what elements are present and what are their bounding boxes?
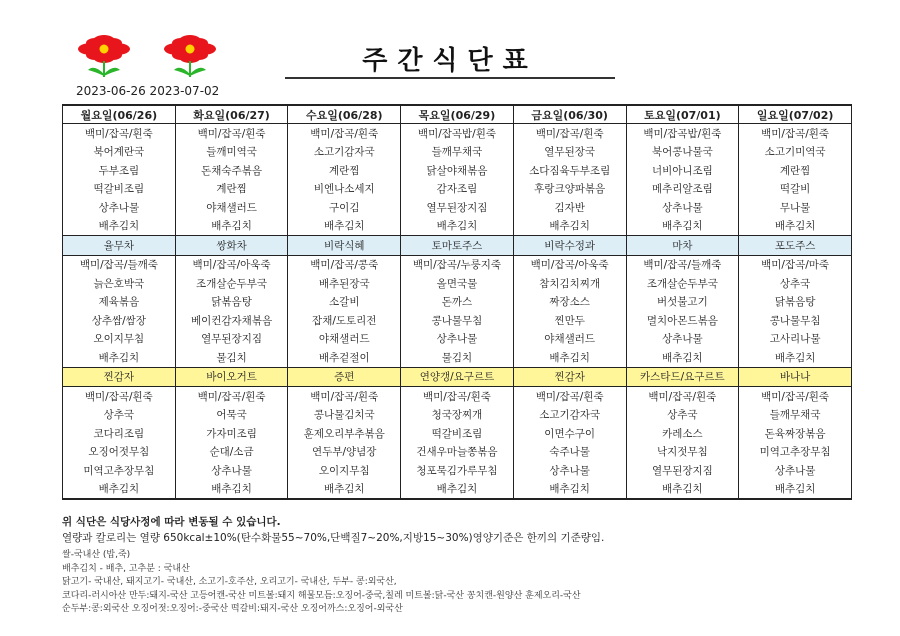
menu-cell: 비엔나소세지: [288, 180, 401, 199]
menu-cell: 돈까스: [401, 293, 514, 312]
menu-cell: 배추김치: [401, 480, 514, 500]
menu-cell: 콩나물무침: [739, 311, 852, 330]
menu-cell: 배추김치: [63, 480, 176, 500]
menu-cell: 건새우마늘쫑볶음: [401, 443, 514, 462]
menu-cell: 백미/잡곡밥/흰죽: [626, 124, 739, 143]
menu-cell: 백미/잡곡/콩죽: [288, 255, 401, 274]
menu-table: [62, 104, 852, 500]
menu-cell: 야채샐러드: [513, 330, 626, 349]
menu-cell: 백미/잡곡/흰죽: [739, 387, 852, 406]
dinner-row: [63, 443, 852, 462]
origin-line: 코다리-러시아산 만두:돼지-국산 고등어캔-국산 미트볼:돼지 해물모듬:오징어-중국,칠레 미트볼:닭-국산 꽁치캔-원양산 훈제오리-국산: [62, 590, 581, 601]
notes: [62, 514, 604, 546]
dinner-row: [63, 480, 852, 500]
menu-cell: 배추김치: [626, 480, 739, 500]
page-title: 주간식단표: [362, 46, 538, 76]
menu-cell: 이면수구이: [513, 424, 626, 443]
menu-cell: 청포묵김가루무침: [401, 461, 514, 480]
menu-cell: 상추국: [739, 274, 852, 293]
menu-cell: 낙지젓무침: [626, 443, 739, 462]
dinner-row: [63, 461, 852, 480]
menu-cell: 백미/잡곡/흰죽: [63, 387, 176, 406]
breakfast-row: [63, 124, 852, 143]
menu-cell: 떡갈비: [739, 180, 852, 199]
menu-cell: 카레소스: [626, 424, 739, 443]
menu-cell: 청국장찌개: [401, 406, 514, 425]
menu-cell: 짜장소스: [513, 293, 626, 312]
lunch-row: [63, 255, 852, 274]
menu-cell: 백미/잡곡/흰죽: [175, 124, 288, 143]
menu-cell: 김자반: [513, 198, 626, 217]
menu-cell: 찐만두: [513, 311, 626, 330]
drinks-cell: 율무차: [63, 236, 176, 256]
menu-cell: 너비아니조림: [626, 161, 739, 180]
menu-cell: 백미/잡곡/흰죽: [175, 387, 288, 406]
drinks-cell: 토마토주스: [401, 236, 514, 256]
day-header: 토요일(07/01): [626, 105, 739, 124]
menu-cell: 배추김치: [739, 348, 852, 367]
menu-cell: 배추김치: [401, 217, 514, 236]
menu-cell: 오이지무침: [288, 461, 401, 480]
menu-cell: 배추김치: [739, 480, 852, 500]
menu-cell: 상추나물: [63, 198, 176, 217]
menu-body: [63, 124, 852, 500]
day-header: 금요일(06/30): [513, 105, 626, 124]
menu-cell: 감자조림: [401, 180, 514, 199]
drinks-cell: 비락식혜: [288, 236, 401, 256]
menu-cell: 배추김치: [626, 217, 739, 236]
drinks-cell: 쌍화차: [175, 236, 288, 256]
menu-cell: 두부조림: [63, 161, 176, 180]
origin-line: 배추김치 - 배추, 고추분 : 국내산: [62, 563, 190, 574]
menu-cell: 들깨무채국: [401, 143, 514, 162]
lunch-row: [63, 311, 852, 330]
menu-cell: 어묵국: [175, 406, 288, 425]
menu-cell: 계란찜: [739, 161, 852, 180]
menu-cell: 북어계란국: [63, 143, 176, 162]
menu-cell: 상추나물: [175, 461, 288, 480]
menu-cell: 북어콩나물국: [626, 143, 739, 162]
menu-cell: 백미/잡곡/흰죽: [288, 387, 401, 406]
menu-cell: 소갈비: [288, 293, 401, 312]
menu-cell: 배추김치: [63, 217, 176, 236]
day-header: 화요일(06/27): [175, 105, 288, 124]
notes-nutrition: 열량과 칼로리는 열량 650kcal±10%(탄수화물55~70%,단백질7~20%,지방15~30%)영양기준은 한끼의 기준량임.: [62, 532, 605, 544]
menu-cell: 상추국: [63, 406, 176, 425]
menu-cell: 소다짐육두부조림: [513, 161, 626, 180]
menu-cell: 열무된장국: [513, 143, 626, 162]
origin-line: 순두부:콩:외국산 오징어젓:오징어:-중국산 떡갈비:돼지-국산 오징어까스:오징어-외국산: [62, 604, 403, 614]
menu-cell: 상추국: [626, 406, 739, 425]
menu-cell: 백미/잡곡/흰죽: [739, 124, 852, 143]
day-header: 수요일(06/28): [288, 105, 401, 124]
menu-cell: 백미/잡곡/아욱죽: [513, 255, 626, 274]
menu-cell: 연두부/양념장: [288, 443, 401, 462]
menu-cell: 가자미조림: [175, 424, 288, 443]
notes-disclaimer: 위 식단은 식당사정에 따라 변동될 수 있습니다.: [62, 516, 281, 528]
snacks-cell: 찐감자: [63, 367, 176, 387]
menu-cell: 백미/잡곡/흰죽: [63, 124, 176, 143]
menu-cell: 백미/잡곡밥/흰죽: [401, 124, 514, 143]
menu-cell: 배추김치: [626, 348, 739, 367]
menu-cell: 배추김치: [739, 217, 852, 236]
menu-cell: 백미/잡곡/들깨죽: [626, 255, 739, 274]
lunch-row: [63, 348, 852, 367]
menu-cell: 콩나물무침: [401, 311, 514, 330]
menu-cell: 계란찜: [175, 180, 288, 199]
snacks-cell: 찐감자: [513, 367, 626, 387]
menu-cell: 상추나물: [626, 330, 739, 349]
menu-cell: 소고기미역국: [739, 143, 852, 162]
menu-cell: 상추나물: [401, 330, 514, 349]
title-underline: [285, 77, 615, 79]
menu-cell: 상추나물: [739, 461, 852, 480]
menu-cell: 백미/잡곡/아욱죽: [175, 255, 288, 274]
menu-cell: 닭볶음탕: [175, 293, 288, 312]
snacks-cell: 연양갱/요구르트: [401, 367, 514, 387]
menu-cell: 백미/잡곡/흰죽: [513, 124, 626, 143]
menu-cell: 미역고추장무침: [63, 461, 176, 480]
menu-cell: 오이지무침: [63, 330, 176, 349]
menu-cell: 배추김치: [513, 217, 626, 236]
menu-cell: 물김치: [401, 348, 514, 367]
menu-cell: 조개살순두부국: [175, 274, 288, 293]
date-range: 2023-06-26 2023-07-02: [76, 84, 220, 98]
breakfast-row: [63, 198, 852, 217]
menu-cell: 조개살순두부국: [626, 274, 739, 293]
menu-cell: 배추김치: [513, 480, 626, 500]
day-header-row: [63, 105, 852, 124]
drinks-cell: 비락수정과: [513, 236, 626, 256]
menu-cell: 돈육짜장볶음: [739, 424, 852, 443]
menu-cell: 숙주나물: [513, 443, 626, 462]
origin-line: 쌀-국내산 (밥,죽): [62, 550, 131, 560]
menu-cell: 참치김치찌개: [513, 274, 626, 293]
menu-cell: 백미/잡곡/흰죽: [288, 124, 401, 143]
menu-cell: 야채샐러드: [288, 330, 401, 349]
menu-cell: 멸치아몬드볶음: [626, 311, 739, 330]
menu-cell: 배추김치: [288, 217, 401, 236]
menu-cell: 메추리알조림: [626, 180, 739, 199]
menu-cell: 들깨미역국: [175, 143, 288, 162]
lunch-row: [63, 274, 852, 293]
menu-cell: 배추김치: [288, 480, 401, 500]
menu-cell: 제육볶음: [63, 293, 176, 312]
menu-cell: 버섯불고기: [626, 293, 739, 312]
menu-cell: 열무된장지짐: [401, 198, 514, 217]
menu-cell: 순대/소금: [175, 443, 288, 462]
lunch-row: [63, 330, 852, 349]
menu-cell: 올면국물: [401, 274, 514, 293]
menu-cell: 백미/잡곡/흰죽: [513, 387, 626, 406]
flower-decoration-right: [148, 34, 233, 79]
snacks-cell: 바나나: [739, 367, 852, 387]
drinks-row: [63, 236, 852, 256]
snacks-row: [63, 367, 852, 387]
menu-cell: 닭볶음탕: [739, 293, 852, 312]
menu-cell: 떡갈비조림: [63, 180, 176, 199]
menu-cell: 열무된장지짐: [175, 330, 288, 349]
menu-cell: 콩나물김치국: [288, 406, 401, 425]
menu-cell: 돈채숙주볶음: [175, 161, 288, 180]
menu-cell: 후랑크양파볶음: [513, 180, 626, 199]
menu-cell: 배추된장국: [288, 274, 401, 293]
menu-cell: 백미/잡곡/누룽지죽: [401, 255, 514, 274]
menu-cell: 배추김치: [63, 348, 176, 367]
menu-cell: 들깨무채국: [739, 406, 852, 425]
menu-cell: 열무된장지짐: [626, 461, 739, 480]
menu-cell: 상추나물: [513, 461, 626, 480]
menu-cell: 백미/잡곡/흰죽: [401, 387, 514, 406]
flower-decoration-left: [62, 34, 147, 79]
menu-cell: 무나물: [739, 198, 852, 217]
day-header: 월요일(06/26): [63, 105, 176, 124]
snacks-cell: 증편: [288, 367, 401, 387]
breakfast-row: [63, 143, 852, 162]
menu-cell: 백미/잡곡/들깨죽: [63, 255, 176, 274]
menu-cell: 떡갈비조림: [401, 424, 514, 443]
menu-cell: 미역고추장무침: [739, 443, 852, 462]
snacks-cell: 카스타드/요구르트: [626, 367, 739, 387]
day-header: 목요일(06/29): [401, 105, 514, 124]
menu-cell: 계란찜: [288, 161, 401, 180]
menu-cell: 소고기감자국: [513, 406, 626, 425]
menu-cell: 백미/잡곡/마죽: [739, 255, 852, 274]
menu-cell: 코다리조림: [63, 424, 176, 443]
menu-cell: 상추나물: [626, 198, 739, 217]
menu-cell: 배추김치: [175, 217, 288, 236]
menu-cell: 베이컨감자채볶음: [175, 311, 288, 330]
breakfast-row: [63, 161, 852, 180]
drinks-cell: 포도주스: [739, 236, 852, 256]
menu-cell: 야채샐러드: [175, 198, 288, 217]
breakfast-row: [63, 180, 852, 199]
menu-cell: 상추쌈/쌈장: [63, 311, 176, 330]
drinks-cell: 마차: [626, 236, 739, 256]
lunch-row: [63, 293, 852, 312]
menu-cell: 훈제오리부추볶음: [288, 424, 401, 443]
snacks-cell: 바이오거트: [175, 367, 288, 387]
menu-cell: 백미/잡곡/흰죽: [626, 387, 739, 406]
dinner-row: [63, 424, 852, 443]
dinner-row: [63, 387, 852, 406]
menu-cell: 늙은호박국: [63, 274, 176, 293]
menu-cell: 잡채/도토리전: [288, 311, 401, 330]
menu-cell: 배추김치: [513, 348, 626, 367]
menu-cell: 오징어젓무침: [63, 443, 176, 462]
menu-cell: 구이김: [288, 198, 401, 217]
menu-cell: 물김치: [175, 348, 288, 367]
breakfast-row: [63, 217, 852, 236]
origin-info: [62, 549, 581, 617]
menu-cell: 배추김치: [175, 480, 288, 500]
menu-cell: 소고기감자국: [288, 143, 401, 162]
menu-cell: 배추겉절이: [288, 348, 401, 367]
day-header: 일요일(07/02): [739, 105, 852, 124]
menu-cell: 닭살야채볶음: [401, 161, 514, 180]
dinner-row: [63, 406, 852, 425]
menu-cell: 고사리나물: [739, 330, 852, 349]
origin-line: 닭고기- 국내산, 돼지고기- 국내산, 소고기-호주산, 오리고기- 국내산, 두부- 콩:외국산,: [62, 577, 397, 587]
